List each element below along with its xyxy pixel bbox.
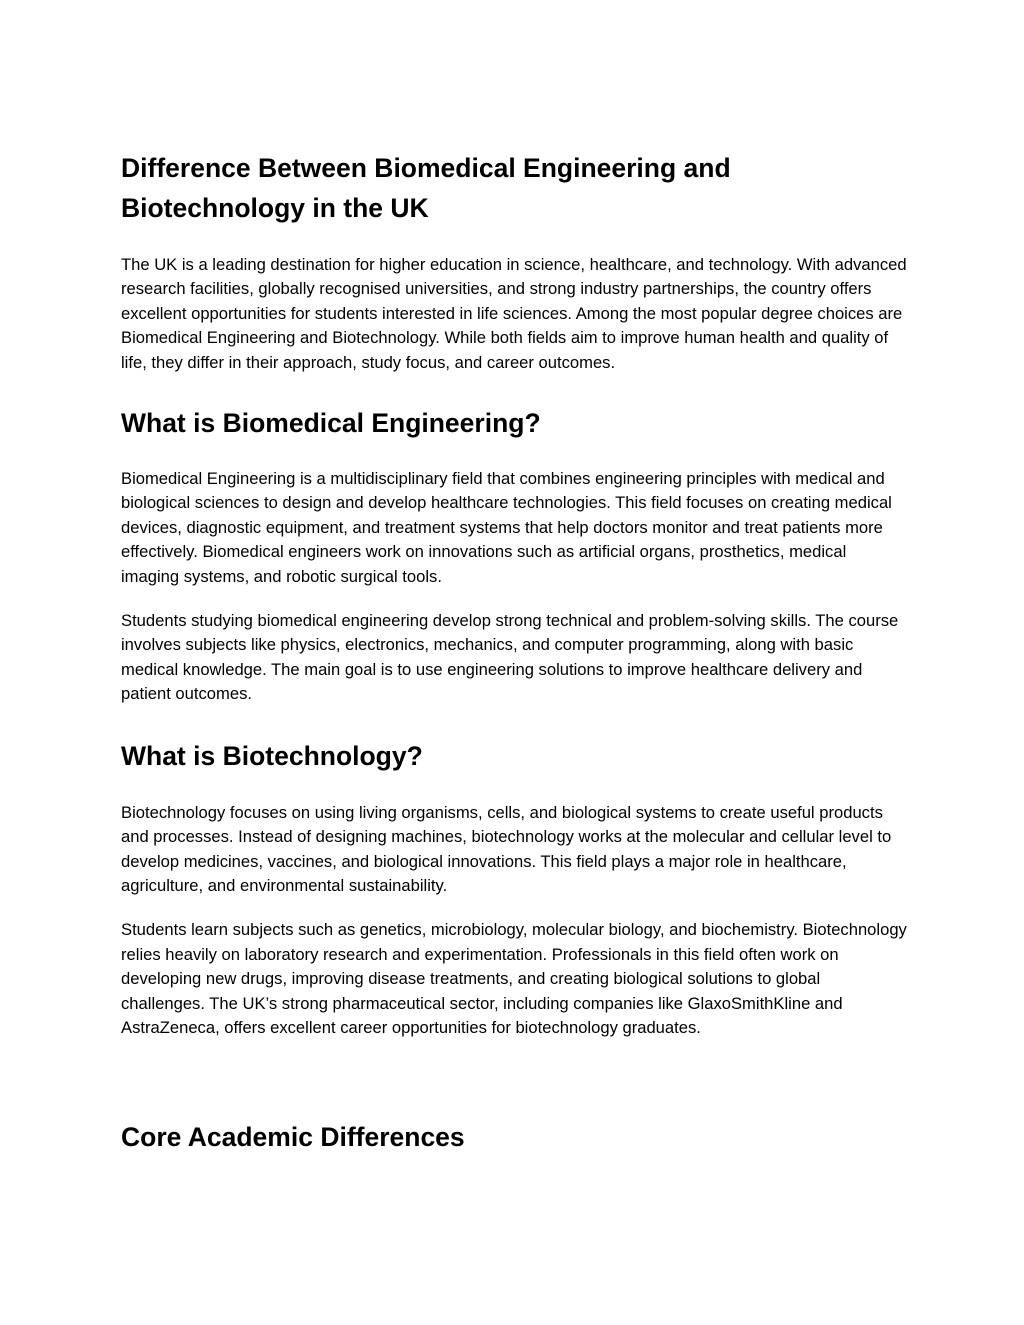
section-heading-core-academic-differences: Core Academic Differences: [121, 1122, 465, 1153]
section-heading-biomedical-engineering: What is Biomedical Engineering?: [121, 408, 541, 439]
document-title: Difference Between Biomedical Engineering and Biotechnology in the UK: [121, 153, 731, 223]
biotechnology-paragraph-2: Students learn subjects such as genetics, microbiology, molecular biology, and biochemistry. Biotechnology relies heavily on laboratory research and experimentation. Professionals in this field often work on developing new drugs, improving disease treatments, and creating biological solutions to global challenges. The UK’s strong pharmaceutical sector, including companies like GlaxoSmithKline and AstraZeneca, offers excellent career opportunities for biotechnology graduates.: [121, 920, 907, 1037]
biomedical-engineering-paragraph-2: Students studying biomedical engineering develop strong technical and problem-solving skills. The course involves subjects like physics, electronics, mechanics, and computer programming, along with basic medical knowledge. The main goal is to use engineering solutions to improve healthcare delivery and patient outcomes.: [121, 611, 899, 704]
biomedical-engineering-paragraph-1: Biomedical Engineering is a multidisciplinary field that combines engineering principles with medical and biological sciences to design and develop healthcare technologies. This field focuses on creating medical devices, diagnostic equipment, and treatment systems that help doctors monitor and treat patients more effectively. Biomedical engineers work on innovations such as artificial organs, prosthetics, medical imaging systems, and robotic surgical tools.: [121, 469, 892, 586]
document-page: [121, 148, 907, 1154]
section-heading-biotechnology: What is Biotechnology?: [121, 740, 423, 771]
intro-paragraph: The UK is a leading destination for higher education in science, healthcare, and technology. With advanced research facilities, globally recognised universities, and strong industry partnerships, the country offers excellent opportunities for students interested in life sciences. Among the most popular degree choices are Biomedical Engineering and Biotechnology. While both fields aim to improve human health and quality of life, they differ in their approach, study focus, and career outcomes.: [121, 255, 907, 372]
biotechnology-paragraph-1: Biotechnology focuses on using living organisms, cells, and biological systems to create useful products and processes. Instead of designing machines, biotechnology works at the molecular and cellular level to develop medicines, vaccines, and biological innovations. This field plays a major role in healthcare, agriculture, and environmental sustainability.: [121, 802, 892, 895]
